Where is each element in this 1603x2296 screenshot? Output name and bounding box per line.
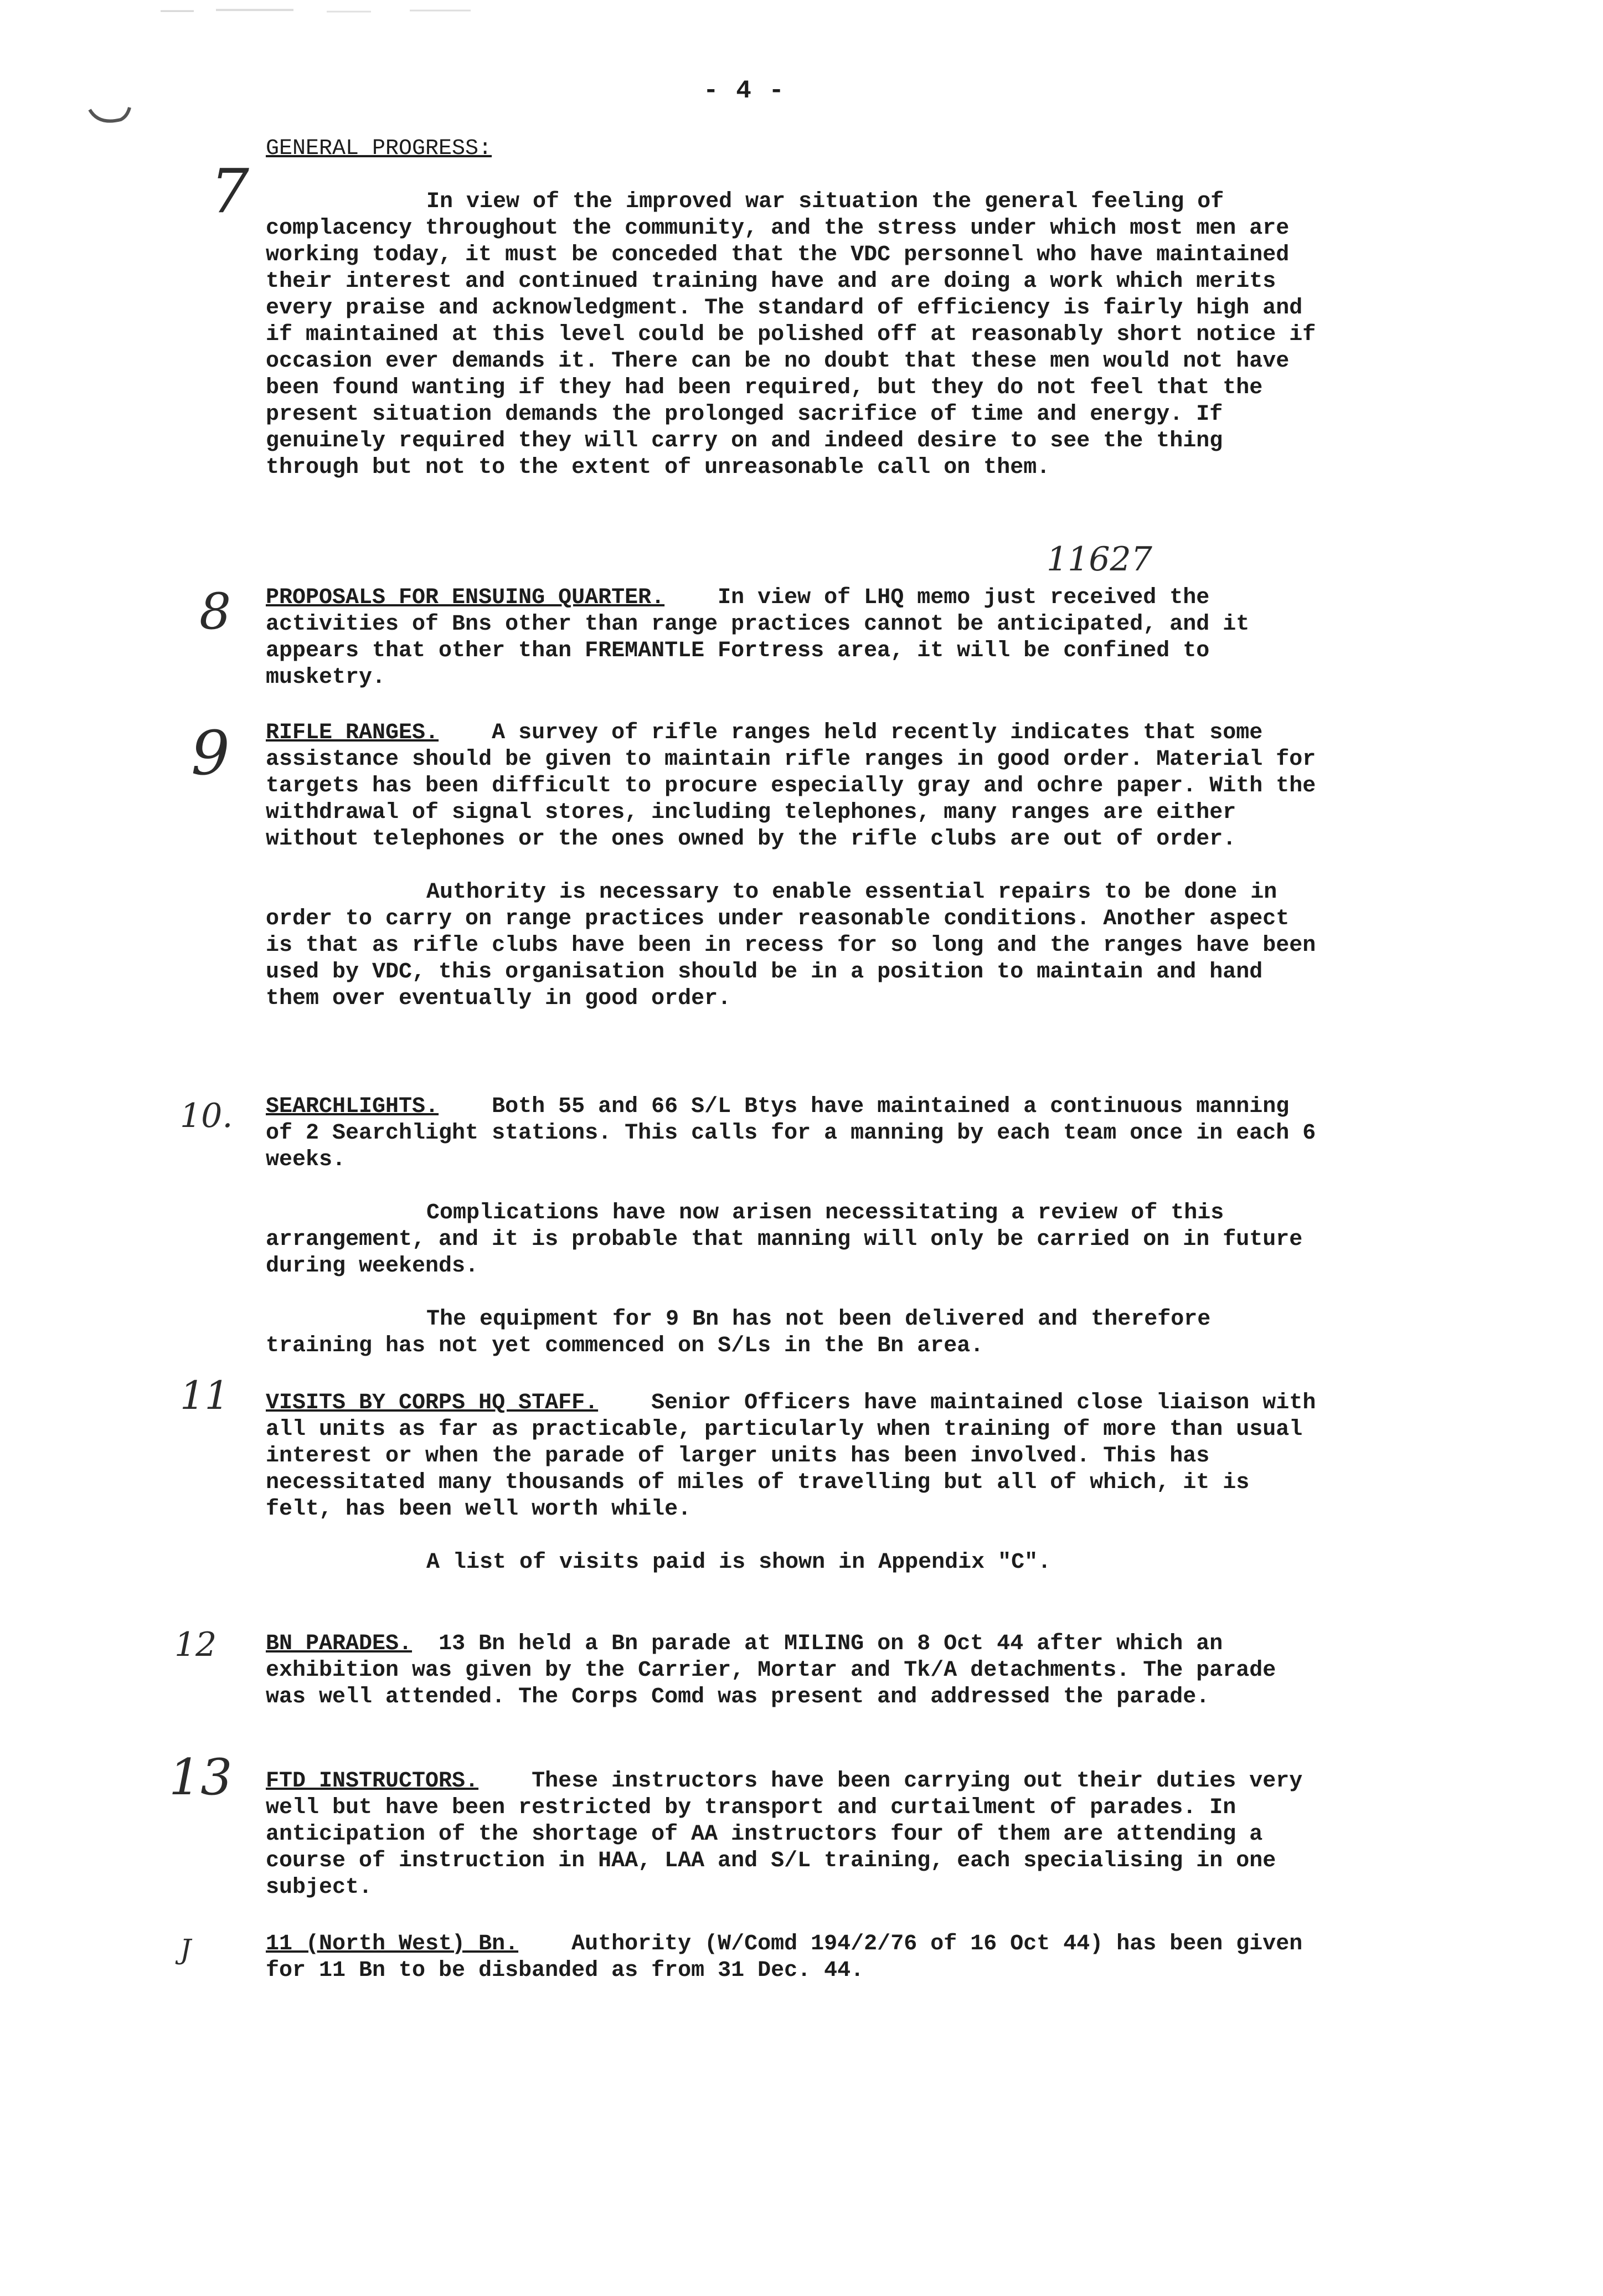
margin-note-13: 13 (169, 1748, 233, 1806)
margin-note-9: 9 (191, 718, 230, 789)
margin-note-12: 12 (174, 1625, 217, 1664)
section-visits (266, 1390, 1318, 1576)
section-searchlights (266, 1094, 1318, 1360)
section-north-west-bn (266, 1931, 1318, 1984)
searchlights-body-2: Complications have now arisen necessitating a review of this arrangement, and it is probable that manning will only be carried on in future during weekends. (266, 1201, 1303, 1279)
searchlights-body: Both 55 and 66 S/L Btys have maintained a continuous manning of 2 Searchlight stations. This calls for a manning by each team once in each 6 weeks. (266, 1094, 1316, 1172)
north-west-bn-body: Authority (W/Comd 194/2/76 of 16 Oct 44) has been given for 11 Bn to be disbanded as from 31 Dec. 44. (266, 1932, 1303, 1983)
page-number: - 4 - (703, 76, 786, 105)
general-progress-heading: GENERAL PROGRESS: (266, 136, 492, 161)
visits-body: Senior Officers have maintained close liaison with all units as far as practicable, particularly when training of more than usual interest or when the parade of larger units has been involved. This has necessitated many thousands of miles of travelling but all of which, it is felt, has been well worth while. (266, 1391, 1316, 1522)
memo-reference-note: 11627 (1047, 540, 1152, 579)
visits-body-2: A list of visits paid is shown in Appendix "C". (426, 1550, 1052, 1575)
section-ftd-instructors (266, 1768, 1318, 1901)
page-curl-mark (87, 104, 132, 126)
proposals-heading: PROPOSALS FOR ENSUING QUARTER. (266, 585, 665, 610)
bn-parades-body: 13 Bn held a Bn parade at MILING on 8 Oct 44 after which an exhibition was given by the Carrier, Mortar and Tk/A detachments. The parade was well attended. The Corps Comd was present and addressed the parade. (266, 1631, 1276, 1710)
ftd-instructors-body: These instructors have been carrying out their duties very well but have been restricted by transport and curtailment of parades. In anticipation of the shortage of AA instructors four of them are attending a course of instruction in HAA, LAA and S/L training, each specialising in one subject. (266, 1769, 1303, 1900)
section-rifle-ranges (266, 720, 1318, 1012)
margin-note-8: 8 (199, 583, 231, 641)
section-proposals (266, 585, 1318, 691)
north-west-bn-heading: 11 (North West) Bn. (266, 1932, 519, 1957)
bn-parades-heading: BN PARADES. (266, 1631, 413, 1656)
margin-note-10: 10. (180, 1096, 233, 1135)
visits-heading: VISITS BY CORPS HQ STAFF. (266, 1391, 599, 1415)
rifle-ranges-body-2: Authority is necessary to enable essential repairs to be done in order to carry on range practices under reasonable conditions. Another aspect is that as rifle clubs have been in recess for so long and the ranges have been used by VDC, this organisation should be in a position to maintain and hand them over eventually in good order. (266, 880, 1316, 1011)
margin-note-11: 11 (180, 1373, 230, 1418)
rifle-ranges-body: A survey of rifle ranges held recently indicates that some assistance should be given to maintain rifle ranges in good order. Material for targets has been difficult to procure especially gray and ochre paper. With the withdrawal of signal stores, including telephones, many ranges are either without telephones or the ones owned by the rifle clubs are out of order. (266, 720, 1316, 852)
ftd-instructors-heading: FTD INSTRUCTORS. (266, 1769, 479, 1794)
scan-smudge (161, 7, 471, 14)
margin-note-14: J (180, 1933, 192, 1965)
section-bn-parades (266, 1631, 1318, 1711)
searchlights-heading: SEARCHLIGHTS. (266, 1094, 439, 1119)
general-progress-body: In view of the improved war situation the general feeling of complacency throughout the community, and the stress under which most men are working today, it must be conceded that the VDC personnel who have maintained their interest and continued training have and are doing a work which merits every praise and acknowledgment. The standard of efficiency is fairly high and if maintained at this level could be polished off at reasonably short notice if occasion ever demands it. There can be no doubt that these men would not have been found wanting if they had been required, but they do not feel that the present situation demands the prolonged sacrifice of time and energy. If genuinely required they will carry on and indeed desire to see the thing through but not to the extent of unreasonable call on them. (266, 189, 1316, 480)
rifle-ranges-heading: RIFLE RANGES. (266, 720, 439, 745)
margin-note-7: 7 (210, 156, 249, 226)
searchlights-body-3: The equipment for 9 Bn has not been delivered and therefore training has not yet commenced on S/Ls in the Bn area. (266, 1307, 1211, 1358)
section-general-progress (266, 136, 1318, 481)
proposals-body: In view of LHQ memo just received the activities of Bns other than range practices cannot be anticipated, and it appears that other than FREMANTLE Fortress area, it will be confined to musketry. (266, 585, 1250, 690)
